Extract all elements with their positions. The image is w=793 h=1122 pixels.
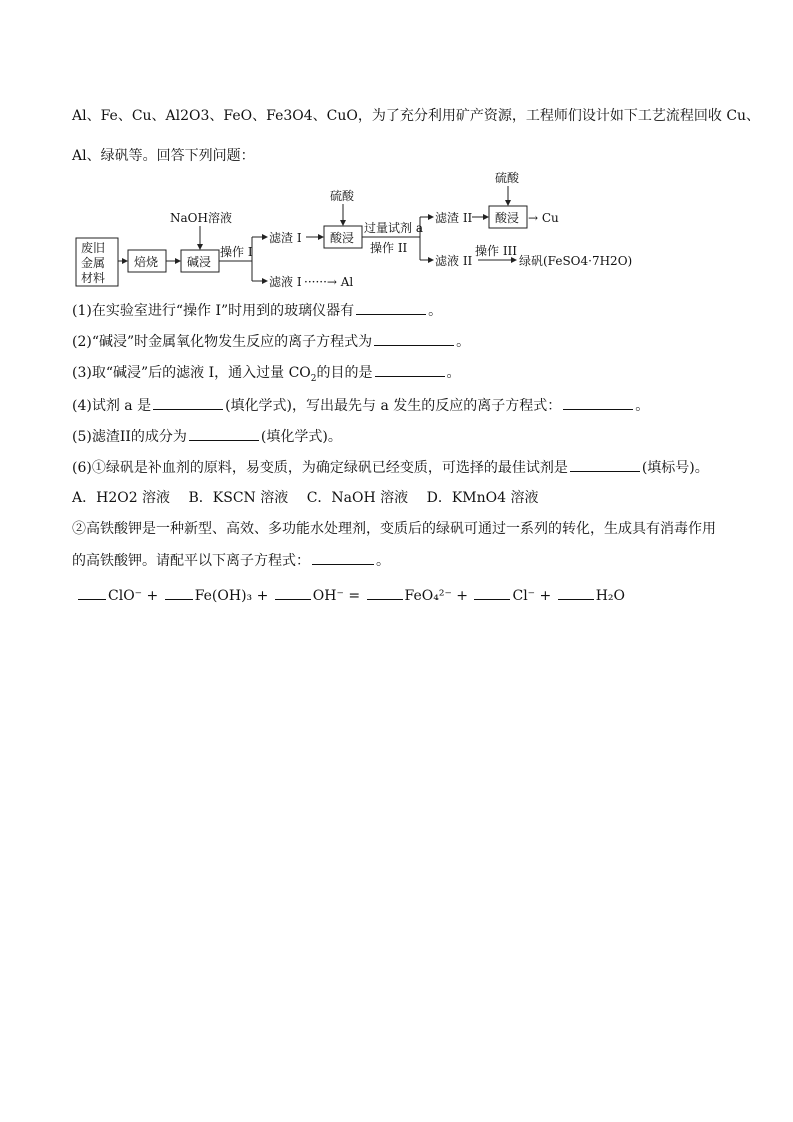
filtrate2-label: 滤液 II [435,254,473,268]
naoh-label: NaOH溶液 [170,211,232,225]
filtrate1-tail: ······→ Al [304,275,354,289]
residue2-label: 滤渣 II [435,211,473,225]
question-5 [72,426,342,447]
q2-end: 。 [456,334,471,350]
q3-answer-blank[interactable] [375,362,445,377]
coef-blank-2[interactable] [165,585,193,600]
q3-end: 。 [446,365,461,381]
q2-text: (2)“碱浸”时金属氧化物发生反应的离子方程式为 [72,334,373,350]
q1-answer-blank[interactable] [356,300,426,315]
green-vitriol-label: 绿矾(FeSO4·7H2O) [519,254,633,268]
q6-2-answer-blank[interactable] [312,550,374,565]
acid-leach2-label: 酸浸 [495,211,520,225]
eq-term-5: Cl⁻ + [512,588,552,604]
coef-blank-6[interactable] [558,585,594,600]
residue1-label: 滤渣 I [269,231,302,245]
eq-term-4: FeO₄²⁻ + [404,588,469,604]
intro-line-2: Al、绿矾等。回答下列问题： [72,148,255,164]
q6-text: (6)①绿矾是补血剂的原料，易变质，为确定绿矾已经变质，可选择的最佳试剂是 [72,460,568,476]
question-6-2-line-2 [72,550,390,571]
roast-label: 焙烧 [134,255,159,269]
cu-product-label: → Cu [528,211,559,225]
coef-blank-3[interactable] [275,585,311,600]
eq-term-3: OH⁻ = [312,588,361,604]
q6-answer-blank[interactable] [570,457,640,472]
source-line-3: 材料 [81,271,106,285]
question-6-2-line-1: ②高铁酸钾是一种新型、高效、多功能水处理剂，变质后的绿矾可通过一系列的转化，生成具有消毒作用 [72,521,716,537]
q5-text: (5)滤渣II的成分为 [72,429,187,445]
excess-reagent-label: 过量试剂 a [364,221,423,235]
op2-label: 操作 II [370,241,408,255]
q4-end: 。 [635,398,650,414]
q1-text: (1)在实验室进行“操作 I”时用到的玻璃仪器有 [72,303,355,319]
coef-blank-5[interactable] [474,585,510,600]
q4-answer-blank-1[interactable] [153,395,223,410]
eq-term-6: H₂O [595,588,626,604]
source-line-2: 金属 [81,256,106,270]
eq-term-2: Fe(OH)₃ + [194,588,269,604]
question-3 [72,362,461,389]
op3-label: 操作 III [475,244,518,258]
q4-text: (4)试剂 a 是 [72,398,152,414]
q2-answer-blank[interactable] [374,331,454,346]
source-line-1: 废旧 [81,241,106,255]
intro-line-1: Al、Fe、Cu、Al2O3、FeO、Fe3O4、CuO，为了充分利用矿产资源，工程师们设计如下工艺流程回收 Cu、 [72,108,761,124]
q3-text-2: 的目的是 [316,365,373,381]
q6-2-text: 的高铁酸钾。请配平以下离子方程式： [72,553,310,569]
balance-equation [76,585,625,606]
q1-end: 。 [428,303,443,319]
q3-subscript: 2 [310,373,317,384]
acid2-label: 硫酸 [495,171,520,185]
question-1 [72,300,442,321]
op1-label: 操作 I [220,245,253,259]
q5-answer-blank[interactable] [189,426,259,441]
coef-blank-1[interactable] [78,585,106,600]
acid1-label: 硫酸 [330,189,355,203]
coef-blank-4[interactable] [367,585,403,600]
filtrate1-label: 滤液 I [269,275,302,289]
process-flow-diagram [0,170,793,290]
question-2 [72,331,470,352]
alkali-leach-label: 碱浸 [187,255,212,269]
q4-text-2: (填化学式)，写出最先与 a 发生的反应的离子方程式： [225,398,562,414]
q3-text: (3)取“碱浸”后的滤液 I，通入过量 CO [72,365,311,381]
eq-term-1: ClO⁻ + [108,588,159,604]
q6-2-end: 。 [376,553,390,569]
q5-end: (填化学式)。 [260,429,342,445]
q6-end: (填标号)。 [641,460,709,476]
question-6 [72,457,709,478]
question-6-options: A．H2O2 溶液 B．KSCN 溶液 C．NaOH 溶液 D．KMnO4 溶液 [72,490,539,506]
acid-leach1-label: 酸浸 [330,231,355,245]
question-4 [72,395,649,416]
q4-answer-blank-2[interactable] [563,395,633,410]
